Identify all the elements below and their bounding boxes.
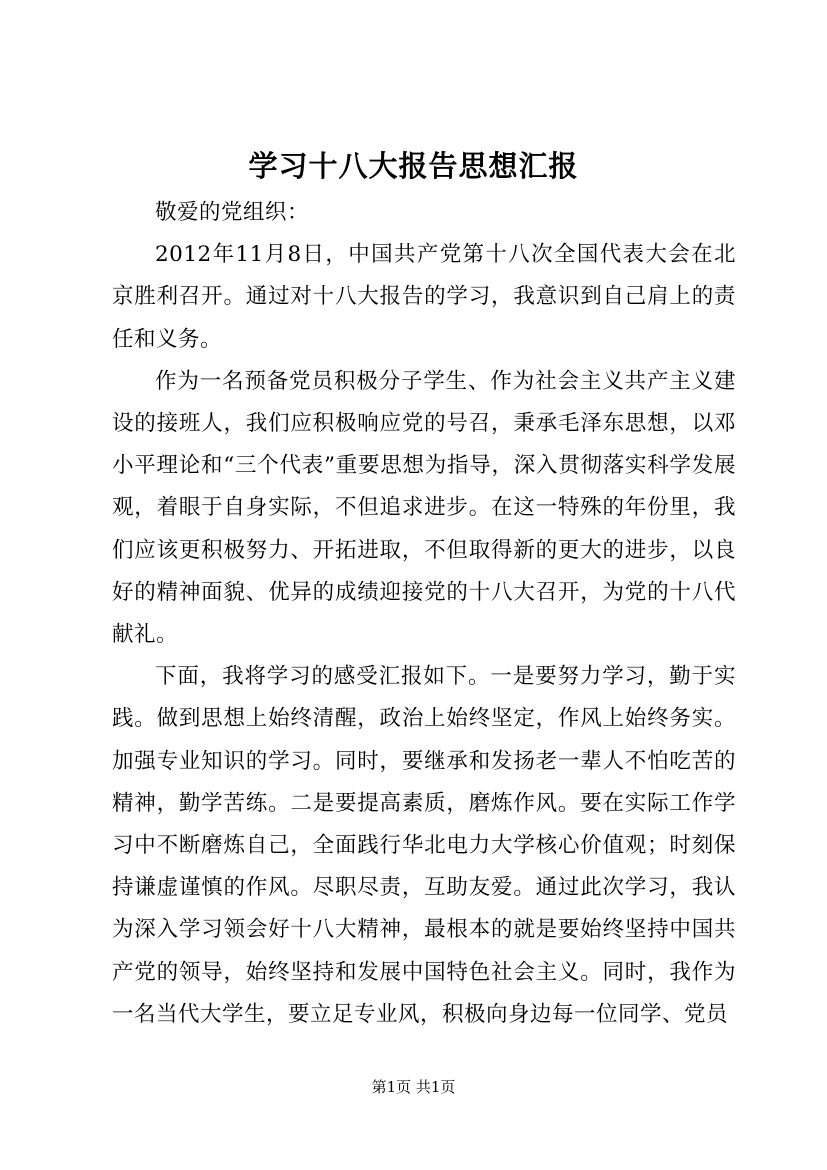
document-body (112, 192, 736, 1036)
document-title: 学习十八大报告思想汇报 (248, 149, 579, 183)
paragraph-1: 2012年11月8日，中国共产党第十八次全国代表大会在北京胜利召开。通过对十八大报告的学习，我意识到自己肩上的责任和义务。 (112, 242, 736, 352)
page-footer: 第1页 共1页 (371, 1078, 456, 1096)
salutation: 敬爱的党组织： (155, 200, 310, 225)
paragraph-3: 下面，我将学习的感受汇报如下。一是要努力学习，勤于实践。做到思想上始终清醒，政治上始终坚定，作风上始终务实。加强专业知识的学习。同时，要继承和发扬老一辈人不怕吃苦的精神，勤学苦练。二是要提高素质，磨炼作风。要在实际工作学习中不断磨炼自己，全面践行华北电力大学核心价值观；时刻保持谦虚谨慎的作风。尽职尽责，互助友爱。通过此次学习，我认为深入学习领会好十八大精神，最根本的就是要始终坚持中国共产党的领导，始终坚持和发展中国特色社会主义。同时，我作为一名当代大学生，要立足专业风，积极向身边每一位同学、党员 (112, 664, 736, 1027)
paragraph-2: 作为一名预备党员积极分子学生、作为社会主义共产主义建设的接班人，我们应积极响应党的号召，秉承毛泽东思想，以邓小平理论和“三个代表”重要思想为指导，深入贯彻落实科学发展观，着眼于自身实际，不但追求进步。在这一特殊的年份里，我们应该更积极努力、开拓进取，不但取得新的更大的进步，以良好的精神面貌、优异的成绩迎接党的十八大召开，为党的十八代献礼。 (112, 368, 736, 648)
